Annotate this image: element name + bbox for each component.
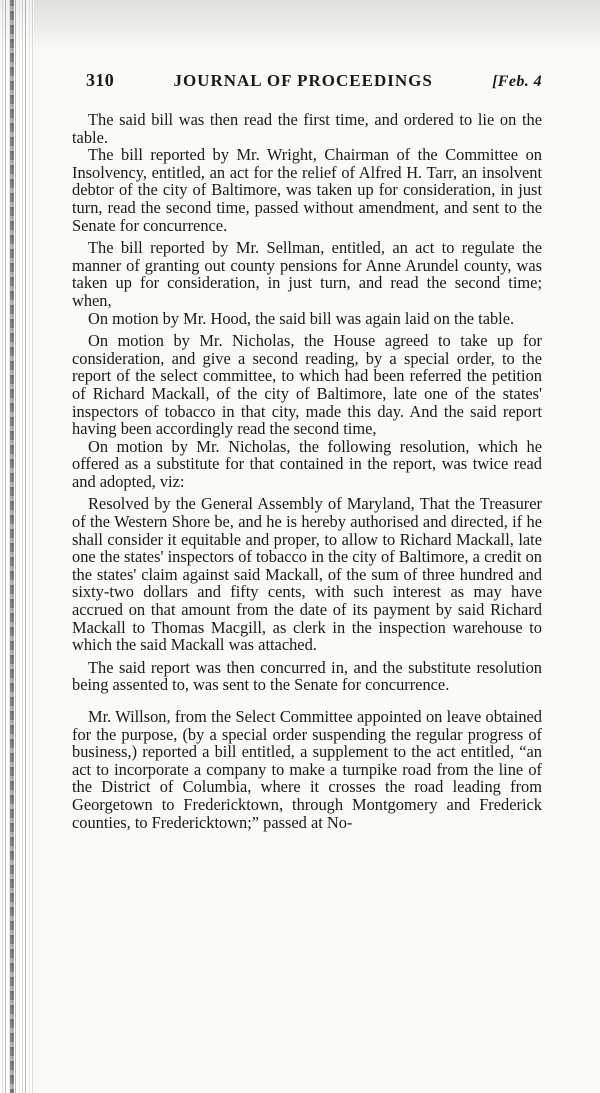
running-date: [Feb. 4 xyxy=(492,73,542,90)
running-title: JOURNAL OF PROCEEDINGS xyxy=(173,71,433,90)
paragraph: On motion by Mr. Hood, the said bill was again laid on the table. xyxy=(88,308,515,328)
paragraph: The said bill was then read the first time, and ordered to lie on the table. xyxy=(72,110,542,147)
journal-page xyxy=(72,70,542,831)
running-header xyxy=(72,70,542,91)
paragraph: The said report was then concurred in, and the substitute resolution being assented to, was sent to the Senate for concurrence. xyxy=(72,657,542,695)
scan-shadow xyxy=(0,0,600,52)
page-number: 310 xyxy=(86,70,115,90)
paragraph: On motion by Mr. Nicholas, the House agreed to take up for consideration, and give a second reading, by a special order, to the report of the select committee, to which had been referred the petition of Richard Mackall, of the city of Baltimore, late one of the states' inspectors of tobacco in that city, made this day. And the said report having been accordingly read the second time, xyxy=(72,331,542,439)
paragraph: On motion by Mr. Nicholas, the following resolution, which he offered as a substitute for that contained in the report, was twice read and adopted, viz: xyxy=(72,436,542,491)
binding-stitching xyxy=(10,0,14,1093)
resolution-paragraph: Resolved by the General Assembly of Maryland, That the Treasurer of the Western Shore be, and he is hereby authorised and directed, if he shall consider it equitable and proper, to allow to Richard Mackall, late one the states' inspectors of tobacco in the city of Baltimore, a credit on the states' claim against said Mackall, of the sum of three hundred and sixty-two dollars and fifty cents, with such interest as may have accrued on that amount from the date of its payment by said Richard Mackall to Thomas Macgill, as clerk in the inspection warehouse to which the said Mackall was attached. xyxy=(72,494,542,655)
binding-edge xyxy=(0,0,34,1093)
paragraph: The bill reported by Mr. Wright, Chairman of the Committee on Insolvency, entitled, an act for the relief of Alfred H. Tarr, an insolvent debtor of the city of Baltimore, was taken up for consideration, in just turn, read the second time, passed without amendment, and sent to the Senate for concurrence. xyxy=(72,145,542,235)
paragraph: Mr. Willson, from the Select Committee appointed on leave obtained for the purpose, (by a special order suspending the regular progress of business,) reported a bill entitled, a supplement to the act entitled, “an act to incorporate a company to make a turnpike road from the line of the District of Columbia, where it crosses the road leading from Georgetown to Fredericktown, through Montgomery and Frederick counties, to Fredericktown;” passed at No- xyxy=(72,707,542,832)
paragraph: The bill reported by Mr. Sellman, entitled, an act to regulate the manner of granting out county pensions for Anne Arundel county, was taken up for consideration, in just turn, and read the second time; when, xyxy=(72,238,542,310)
page-body xyxy=(72,111,542,831)
